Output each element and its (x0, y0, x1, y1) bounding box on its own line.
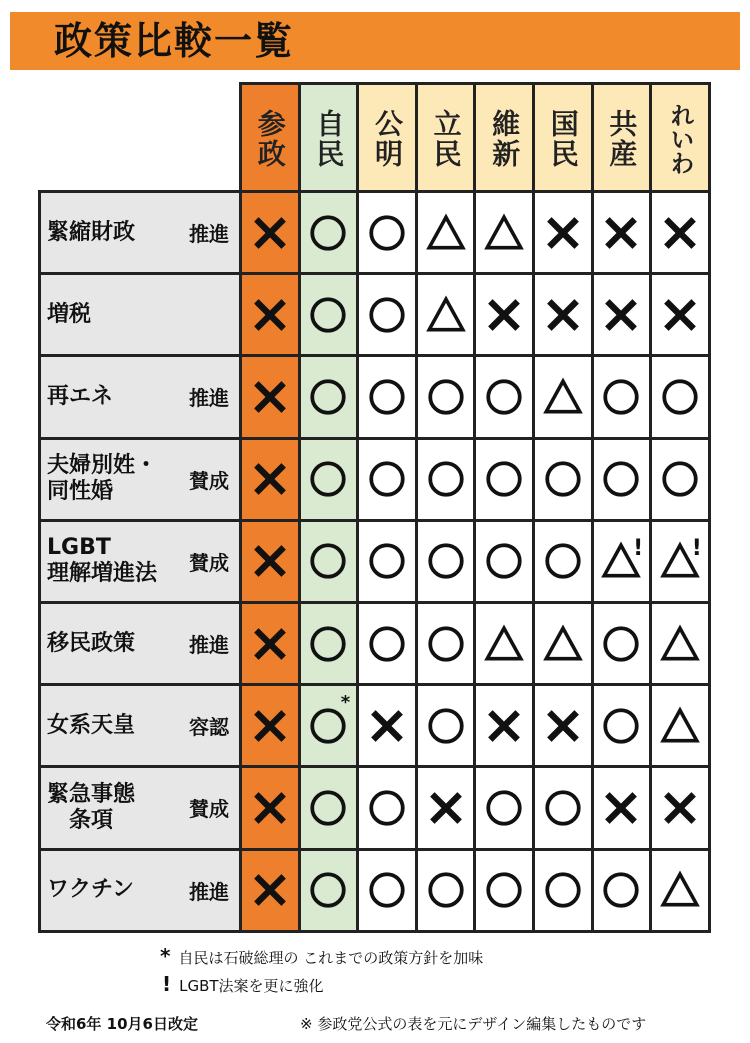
circle-icon (366, 787, 408, 829)
rating-cell-komei (356, 354, 418, 439)
cross-icon (249, 787, 291, 829)
policy-name-line: 緊縮財政 (47, 219, 136, 245)
rating-cell-kyosan (591, 683, 653, 768)
party-header-rikken (415, 82, 477, 193)
rating-cell-jimin (298, 848, 360, 933)
cross-icon (249, 294, 291, 336)
rating-cell-ishin (473, 683, 535, 768)
policy-row-label (38, 765, 242, 850)
title-bar (10, 12, 740, 70)
rating-cell-kokumin (532, 272, 594, 357)
note-asterisk (160, 944, 483, 968)
rating-cell-rikken (415, 272, 477, 357)
cross-icon (249, 705, 291, 747)
rating-cell-kyosan (591, 519, 653, 604)
rating-cell-reiwa (649, 848, 711, 933)
policy-name (47, 768, 135, 847)
rating-cell-jimin (298, 683, 360, 768)
policy-name-line: 緊急事態 (47, 781, 136, 807)
circle-icon (542, 458, 584, 500)
exclamation-mark: ! (633, 535, 644, 561)
circle-icon (542, 540, 584, 582)
policy-name-line: 理解増進法 (47, 561, 158, 587)
rating-cell-jimin (298, 765, 360, 850)
rating-cell-kyosan (591, 601, 653, 686)
circle-icon (483, 458, 525, 500)
cross-icon (249, 540, 291, 582)
party-name: 共産 (605, 109, 639, 169)
rating-cell-reiwa (649, 354, 711, 439)
exclamation-mark: ! (691, 535, 702, 561)
rating-cell-kyosan (591, 272, 653, 357)
asterisk-mark: * (340, 692, 351, 714)
cross-icon (425, 787, 467, 829)
circle-icon (307, 458, 349, 500)
cross-icon (249, 458, 291, 500)
rating-cell-rikken (415, 683, 477, 768)
cross-icon (249, 869, 291, 911)
policy-name (47, 275, 91, 354)
cross-icon (600, 294, 642, 336)
cross-icon (249, 623, 291, 665)
cross-icon (600, 787, 642, 829)
rating-cell-sansei (239, 765, 301, 850)
rating-cell-ishin (473, 190, 535, 275)
policy-name (47, 522, 157, 601)
policy-row-label (38, 354, 242, 439)
policy-stance: 容認 (189, 715, 229, 740)
party-header-ishin (473, 82, 535, 193)
party-name: 維新 (488, 109, 522, 169)
policy-row-label (38, 848, 242, 933)
circle-icon (307, 294, 349, 336)
circle-icon (307, 787, 349, 829)
rating-cell-reiwa (649, 437, 711, 522)
rating-cell-ishin (473, 765, 535, 850)
policy-name-line: ワクチン (47, 877, 134, 903)
rating-cell-rikken (415, 848, 477, 933)
rating-cell-kyosan (591, 437, 653, 522)
rating-cell-jimin (298, 519, 360, 604)
rating-cell-sansei (239, 272, 301, 357)
policy-name-line: 条項 (47, 807, 114, 833)
rating-cell-sansei (239, 519, 301, 604)
policy-name-line: 女系天皇 (47, 712, 136, 738)
rating-cell-komei (356, 272, 418, 357)
cross-icon (542, 705, 584, 747)
policy-name (47, 440, 157, 519)
triangle-icon (425, 212, 467, 254)
circle-icon (366, 623, 408, 665)
party-name: 国民 (546, 109, 580, 169)
triangle-icon (425, 294, 467, 336)
party-name: 参政 (253, 109, 287, 169)
policy-name (47, 604, 135, 683)
cross-icon (659, 294, 701, 336)
circle-icon (483, 540, 525, 582)
rating-cell-sansei (239, 683, 301, 768)
circle-icon (307, 623, 349, 665)
circle-icon (483, 869, 525, 911)
circle-icon (366, 212, 408, 254)
circle-icon (600, 623, 642, 665)
circle-icon (600, 869, 642, 911)
party-header-jimin (298, 82, 360, 193)
circle-icon (425, 869, 467, 911)
cross-icon (483, 705, 525, 747)
rating-cell-reiwa (649, 683, 711, 768)
cross-icon (659, 787, 701, 829)
policy-name-line: 移民政策 (47, 630, 136, 656)
rating-cell-komei (356, 519, 418, 604)
circle-icon (307, 212, 349, 254)
rating-cell-komei (356, 190, 418, 275)
policy-row-label (38, 601, 242, 686)
cross-icon (249, 212, 291, 254)
policy-row-label (38, 190, 242, 275)
circle-icon (483, 376, 525, 418)
revision-date: 令和6年 10月6日改定 (46, 1015, 198, 1033)
policy-stance: 推進 (189, 879, 229, 904)
triangle-icon (542, 623, 584, 665)
rating-cell-kokumin (532, 354, 594, 439)
party-header-reiwa (649, 82, 711, 193)
circle-icon (600, 705, 642, 747)
rating-cell-jimin (298, 190, 360, 275)
rating-cell-kokumin (532, 683, 594, 768)
policy-name (47, 193, 135, 272)
circle-icon (425, 540, 467, 582)
policy-name-line: 再エネ (47, 383, 114, 409)
rating-cell-sansei (239, 601, 301, 686)
note-exclamation-mark: ! (162, 972, 172, 996)
policy-stance: 賛成 (189, 468, 229, 493)
circle-icon (366, 376, 408, 418)
cross-icon (249, 376, 291, 418)
cross-icon (366, 705, 408, 747)
circle-icon (366, 540, 408, 582)
circle-icon (425, 376, 467, 418)
rating-cell-jimin (298, 437, 360, 522)
rating-cell-rikken (415, 190, 477, 275)
rating-cell-kyosan (591, 848, 653, 933)
circle-icon (425, 705, 467, 747)
triangle-icon (659, 623, 701, 665)
circle-icon (307, 540, 349, 582)
rating-cell-reiwa (649, 601, 711, 686)
policy-name-line: LGBT (47, 535, 111, 561)
party-header-sansei (239, 82, 301, 193)
party-header-kyosan (591, 82, 653, 193)
party-header-komei (356, 82, 418, 193)
party-name: 立民 (429, 109, 463, 169)
policy-name (47, 357, 113, 436)
rating-cell-kokumin (532, 190, 594, 275)
policy-stance: 推進 (189, 222, 229, 247)
circle-icon (542, 787, 584, 829)
circle-icon (366, 294, 408, 336)
policy-row-label (38, 437, 242, 522)
rating-cell-kokumin (532, 765, 594, 850)
cross-icon (659, 212, 701, 254)
circle-icon (425, 623, 467, 665)
policy-stance: 推進 (189, 386, 229, 411)
cross-icon (483, 294, 525, 336)
circle-icon (659, 376, 701, 418)
rating-cell-kyosan (591, 354, 653, 439)
policy-stance: 賛成 (189, 550, 229, 575)
triangle-icon (483, 623, 525, 665)
triangle-icon (483, 212, 525, 254)
note-asterisk-text: 自民は石破総理の これまでの政策方針を加味 (178, 949, 484, 967)
rating-cell-sansei (239, 848, 301, 933)
cross-icon (542, 294, 584, 336)
rating-cell-rikken (415, 601, 477, 686)
policy-row-label (38, 272, 242, 357)
design-credit: ※ 参政党公式の表を元にデザイン編集したものです (300, 1015, 647, 1033)
policy-name (47, 851, 134, 930)
circle-icon (366, 458, 408, 500)
policy-stance: 推進 (189, 633, 229, 658)
party-name: れいわ (665, 103, 694, 175)
policy-name-line: 増税 (47, 301, 92, 327)
rating-cell-jimin (298, 601, 360, 686)
rating-cell-reiwa (649, 765, 711, 850)
policy-row-label (38, 683, 242, 768)
circle-icon (600, 458, 642, 500)
note-asterisk-mark: * (160, 944, 171, 968)
triangle-icon (542, 376, 584, 418)
rating-cell-rikken (415, 765, 477, 850)
rating-cell-kokumin (532, 848, 594, 933)
rating-cell-komei (356, 765, 418, 850)
note-exclamation (162, 972, 324, 996)
rating-cell-komei (356, 848, 418, 933)
rating-cell-kyosan (591, 765, 653, 850)
rating-cell-jimin (298, 354, 360, 439)
rating-cell-kokumin (532, 601, 594, 686)
circle-icon (307, 376, 349, 418)
circle-icon (542, 869, 584, 911)
rating-cell-rikken (415, 519, 477, 604)
policy-name-line: 同性婚 (47, 479, 114, 505)
circle-icon (600, 376, 642, 418)
rating-cell-ishin (473, 437, 535, 522)
rating-cell-komei (356, 601, 418, 686)
rating-cell-reiwa (649, 272, 711, 357)
rating-cell-ishin (473, 272, 535, 357)
rating-cell-sansei (239, 437, 301, 522)
rating-cell-rikken (415, 437, 477, 522)
circle-icon (366, 869, 408, 911)
triangle-icon (659, 869, 701, 911)
cross-icon (542, 212, 584, 254)
cross-icon (600, 212, 642, 254)
policy-row-label (38, 519, 242, 604)
policy-name (47, 686, 135, 765)
rating-cell-ishin (473, 519, 535, 604)
policy-name-line: 夫婦別姓・ (47, 453, 158, 479)
rating-cell-ishin (473, 601, 535, 686)
triangle-icon (659, 705, 701, 747)
circle-icon (483, 787, 525, 829)
party-name: 公明 (370, 109, 404, 169)
rating-cell-reiwa (649, 519, 711, 604)
rating-cell-jimin (298, 272, 360, 357)
rating-cell-kokumin (532, 519, 594, 604)
party-header-kokumin (532, 82, 594, 193)
page-title: 政策比較一覧 (54, 19, 295, 63)
rating-cell-ishin (473, 354, 535, 439)
circle-icon (659, 458, 701, 500)
circle-icon (307, 869, 349, 911)
rating-cell-reiwa (649, 190, 711, 275)
rating-cell-komei (356, 437, 418, 522)
rating-cell-ishin (473, 848, 535, 933)
rating-cell-komei (356, 683, 418, 768)
note-exclamation-text: LGBT法案を更に強化 (179, 977, 324, 995)
circle-icon (425, 458, 467, 500)
rating-cell-sansei (239, 354, 301, 439)
rating-cell-rikken (415, 354, 477, 439)
policy-stance: 賛成 (189, 797, 229, 822)
party-name: 自民 (312, 109, 346, 169)
rating-cell-kokumin (532, 437, 594, 522)
rating-cell-kyosan (591, 190, 653, 275)
rating-cell-sansei (239, 190, 301, 275)
